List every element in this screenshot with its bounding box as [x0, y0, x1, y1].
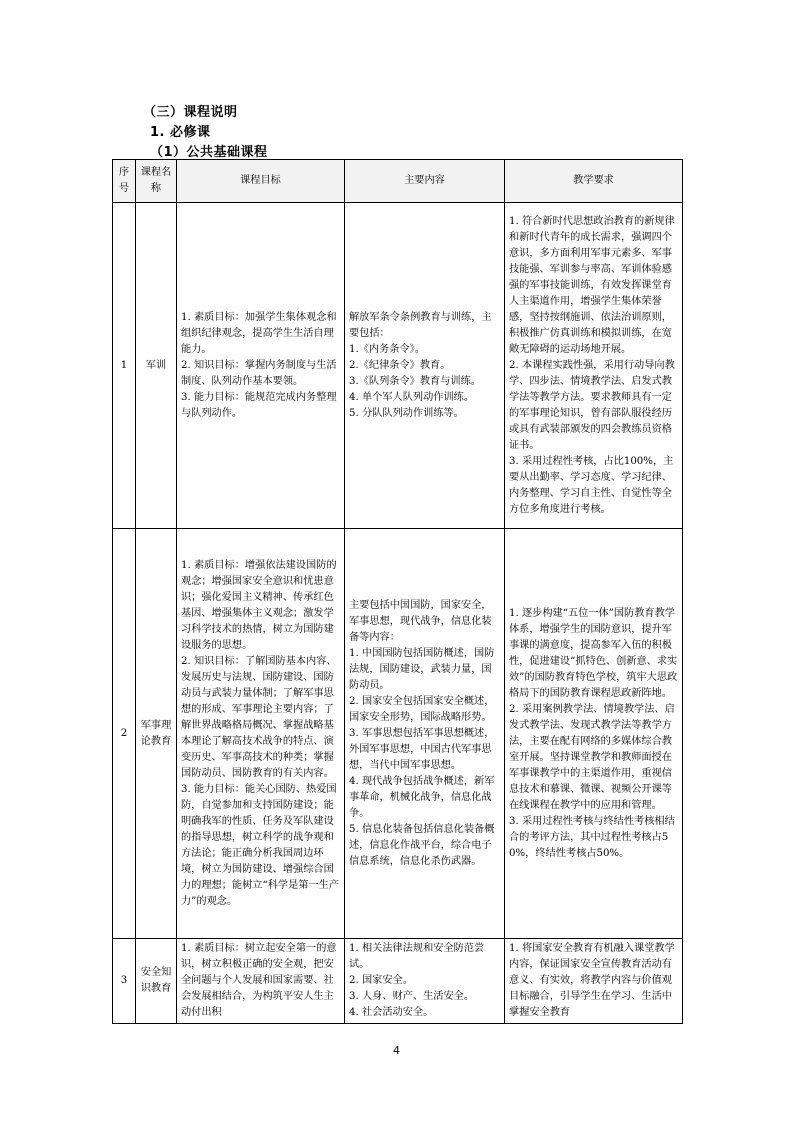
cell-no: 1: [113, 203, 136, 529]
content-line: 1. 相关法律法规和安全防范尝试。: [349, 943, 485, 970]
cell-content: [345, 203, 505, 529]
cell-content: [345, 529, 505, 939]
content-line: 5. 信息化装备包括信息化装备概述，信息化作战平台，综合电子信息系统，信息化杀伤武器。: [349, 823, 495, 867]
course-table: [112, 159, 683, 1024]
cell-goals: [177, 203, 345, 529]
page-number: 4: [393, 1044, 400, 1057]
content-line: 5. 分队队列动作训练等。: [349, 407, 464, 419]
header-goals: 课程目标: [177, 160, 345, 203]
subsubsection-heading: （1）公共基础课程: [150, 145, 268, 160]
requirements-line: 2. 采用案例教学法、情境教学法、启发式教学法、发现式教学法等教学方法，主要在配有网络的多媒体综合教室开展。坚持课堂教学和教师面授在军事课教学中的主渠道作用，重视信息技术和慕课、微课、视频公开课等在线课程在教学中的应用和管理。: [509, 703, 675, 811]
header-content: 主要内容: [345, 160, 505, 203]
goals-line: 3. 能力目标：能规范完成内务整理与队列动作。: [181, 391, 337, 419]
cell-course-name: 安全知识教育: [136, 939, 177, 1024]
table-row: [113, 203, 683, 529]
goals-line: 1. 素质目标：树立起安全第一的意识，树立积极正确的安全观，把安全问题与个人发展和国家需要、社会发展相结合，为构筑平安人生主动付出积: [181, 943, 337, 1018]
content-line: 2. 国家安全包括国家安全概述，国家安全形势，国际战略形势。: [349, 695, 495, 723]
subsection-heading: 1. 必修课: [150, 125, 211, 140]
requirements-line: 2. 本课程实践性强，采用行动导向教学、四步法、情境教学法、启发式教学法等教学方法。要求教师具有一定的军事理论知识，曾有部队服役经历或具有武装部颁发的四会教练员资格证书。: [509, 359, 675, 451]
cell-requirements: [505, 203, 683, 529]
requirements-line: 3. 采用过程性考核与终结性考核相结合的考评方法，其中过程性考核占50%，终结性考核占50%。: [509, 815, 675, 859]
cell-course-name: 军训: [136, 203, 177, 529]
content-line: 1.《内务条令》。: [349, 343, 425, 355]
cell-course-name: 军事理论教育: [136, 529, 177, 939]
goals-line: 1. 素质目标：加强学生集体观念和组织纪律观念，提高学生生活自理能力。: [181, 311, 337, 355]
content-line: 2. 国家安全。: [349, 975, 413, 986]
header-no: 序号: [113, 160, 136, 203]
table-row: [113, 529, 683, 939]
requirements-line: 3. 采用过程性考核，占比100%，主要从出勤率、学习态度、学习纪律、内务整理、学习自主性、自觉性等全方位多角度进行考核。: [509, 455, 674, 515]
header-course-name: 课程名称: [136, 160, 177, 203]
section-heading: （三）课程说明: [143, 105, 238, 120]
cell-no: 3: [113, 939, 136, 1024]
header-requirements: 教学要求: [505, 160, 683, 203]
content-line: 2.《纪律条令》教育。: [349, 359, 451, 371]
cell-goals: [177, 529, 345, 939]
goals-line: 2. 知识目标：了解国防基本内容、发展历史与法规、国防建设、国防动员与武装力量体制；了解军事思想的形成、军事理论主要内容；了解世界战略格局概况、掌握战略基本理论了解高技术战争的特点、演变历史、军事高技术的种类；掌握国防动员、国防教育的有关内容。: [181, 655, 337, 779]
goals-line: 1. 素质目标：增强依法建设国防的观念；增强国家安全意识和忧患意识；强化爱国主义精神、传承红色基因、增强集体主义观念；激发学习科学技术的热情，树立为国防建设服务的思想。: [181, 559, 337, 651]
content-line: 4. 社会活动安全。: [349, 1007, 434, 1018]
cell-content: [345, 939, 505, 1024]
goals-line: 2. 知识目标：掌握内务制度与生活制度、队列动作基本要领。: [181, 359, 337, 387]
cell-requirements: [505, 939, 683, 1024]
content-line: 3.《队列条令》教育与训练。: [349, 375, 481, 387]
table-header-row: [113, 160, 683, 203]
content-line: 1. 中国国防包括国防概述，国防法规，国防建设，武装力量，国防动员。: [349, 647, 495, 691]
content-line: 4. 单个军人队列动作训练。: [349, 391, 475, 403]
content-line: 3. 人身、财产、生活安全。: [349, 991, 475, 1002]
requirements-line: 1. 逐步构建“五位一体”国防教育教学体系，增强学生的国防意识，提升军事课的满意度，提高参军入伍的积极性，促进建设“抓特色、创新意、求实效”的国防教育特色学校，筑牢大思政格局下的国防教育课程思政新阵地。: [509, 607, 678, 699]
goals-line: 3. 能力目标：能关心国防、热爱国防，自觉参加和支持国防建设；能明确我军的性质、任务及军队建设的指导思想，树立科学的战争观和方法论；能正确分析我国周边环境，树立为国防建设、增强综合国力的理想；能树立“科学是第一生产力”的观念。: [181, 783, 340, 907]
cell-no: 2: [113, 529, 136, 939]
requirements-line: 1. 符合新时代思想政治教育的新规律和新时代青年的成长需求，强调四个意识，多方面利用军事元素多、军事技能强、军训参与率高、军训体验感强的军事技能训练，有效发挥课堂育人主渠道作用，增强学生集体荣誉感，坚持按纲施训、依法治训原则，积极推广仿真训练和模拟训练，在宽敞无障碍的运动场地开展。: [509, 215, 675, 355]
cell-requirements: [505, 529, 683, 939]
content-line: 4. 现代战争包括战争概述，新军事革命，机械化战争，信息化战争。: [349, 775, 495, 819]
table-row: [113, 939, 683, 1024]
content-line: 解放军条令条例教育与训练，主要包括：: [349, 311, 492, 339]
content-line: 3. 军事思想包括军事思想概述，外国军事思想，中国古代军事思想，当代中国军事思想。: [349, 727, 495, 771]
cell-goals: [177, 939, 345, 1024]
content-line: 主要包括中国国防，国家安全，军事思想，现代战争，信息化装备等内容：: [349, 599, 492, 643]
requirements-line: 1. 将国家安全教育有机融入课堂教学内容，保证国家安全宣传教育活动有意义、有实效，将教学内容与价值观目标融合，引导学生在学习、生活中掌握安全教育: [509, 943, 675, 1018]
